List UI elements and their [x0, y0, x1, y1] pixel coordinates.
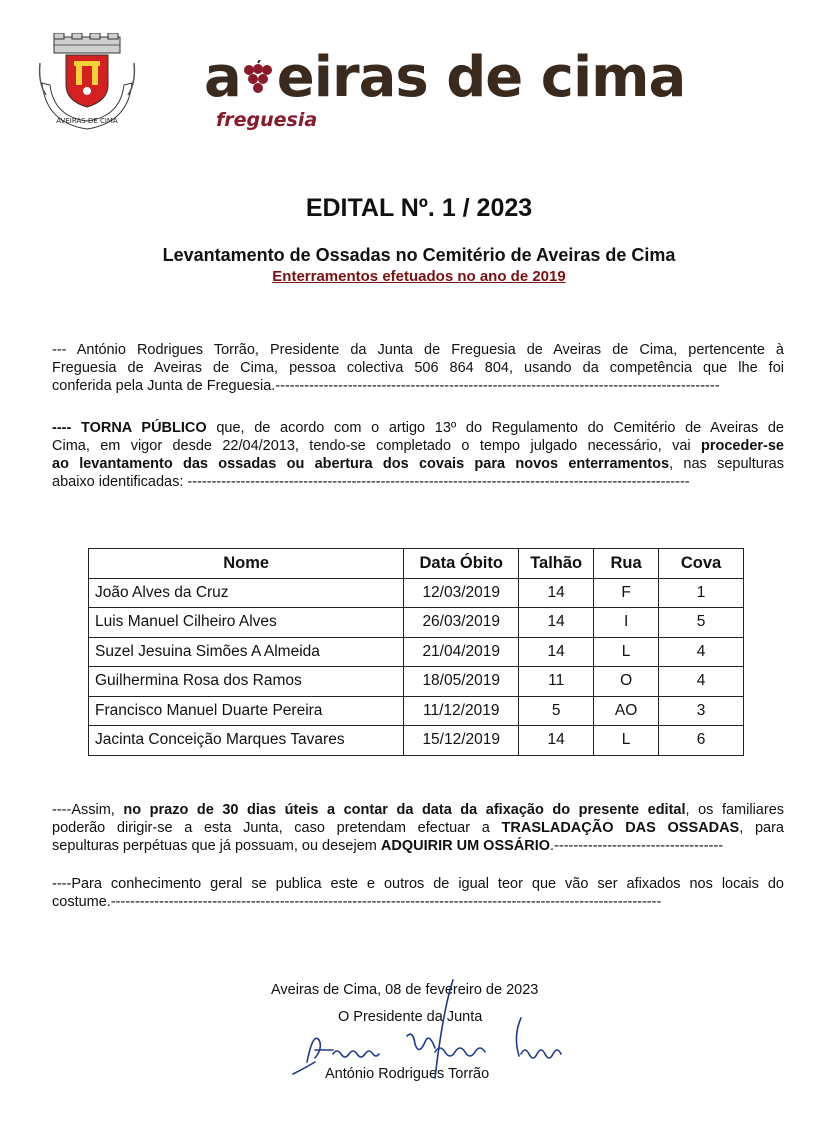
deadline-line-3-text: sepulturas perpétuas que já possuam, ou desejem — [52, 838, 381, 854]
logo-title — [204, 45, 686, 110]
header-data-obito: Data Óbito — [404, 549, 519, 579]
announcement-line-1-rest: que, de acordo com o artigo 13º do Regulamento do Cemitério de Aveiras de — [206, 420, 784, 436]
crest-text: AVEIRAS DE CIMA — [56, 117, 118, 125]
edital-title: EDITAL Nº. 1 / 2023 — [305, 194, 533, 222]
graves-table — [88, 548, 744, 756]
handwritten-signature — [285, 970, 585, 1080]
cell-rua: AO — [594, 696, 659, 726]
signature-name: António Rodrigues Torrão — [325, 1066, 490, 1082]
cell-talhao: 14 — [519, 637, 594, 667]
logo-title-prefix: a — [204, 45, 241, 110]
header-rua: Rua — [594, 549, 659, 579]
cell-nome: Luis Manuel Cilheiro Alves — [89, 608, 404, 638]
cell-data-obito: 12/03/2019 — [404, 578, 519, 608]
cell-cova: 5 — [659, 608, 744, 638]
announcement-line-1 — [52, 419, 784, 437]
cell-data-obito: 11/12/2019 — [404, 696, 519, 726]
deadline-line-2-bold: TRASLADAÇÃO DAS OSSADAS — [501, 820, 740, 836]
table-row — [89, 667, 744, 697]
announcement-line-3-bold: ao levantamento das ossadas ou abertura dos covais para novos enterramentos — [52, 456, 670, 472]
table-row — [89, 578, 744, 608]
cell-rua: O — [594, 667, 659, 697]
cell-talhao: 14 — [519, 726, 594, 756]
cell-talhao: 5 — [519, 696, 594, 726]
intro-paragraph — [52, 341, 784, 395]
table-header-row — [89, 549, 744, 579]
mural-crown-icon — [54, 33, 120, 53]
deadline-line-2-text: poderão dirigir-se a esta Junta, caso pretendam efectuar a — [52, 820, 502, 836]
table-row — [89, 726, 744, 756]
signature-role: O Presidente da Junta — [338, 1009, 483, 1025]
cell-nome: Guilhermina Rosa dos Ramos — [89, 667, 404, 697]
announcement-line-4: abaixo identificadas: -------------------------------------------------------------------------------------------------------- — [52, 474, 690, 490]
cell-cova: 3 — [659, 696, 744, 726]
deadline-line-3-bold: ADQUIRIR UM OSSÁRIO — [380, 838, 551, 854]
announcement-line-3-rest: , nas sepulturas — [669, 456, 784, 472]
announcement-line-2-text: Cima, em vigor desde 22/04/2013, tendo-se completado o tempo julgado necessário, vai — [52, 438, 701, 454]
announcement-line-2 — [52, 437, 784, 455]
cell-talhao: 14 — [519, 578, 594, 608]
table-row — [89, 696, 744, 726]
parish-crest-logo — [36, 33, 138, 131]
announcement-line-2-bold: proceder-se — [700, 438, 784, 454]
deadline-line-2 — [52, 819, 784, 837]
cell-talhao: 11 — [519, 667, 594, 697]
publication-line-1: ----Para conhecimento geral se publica este e outros de igual teor que vão ser afixados nos locais do — [52, 876, 784, 892]
cell-rua: L — [594, 637, 659, 667]
cell-nome: Francisco Manuel Duarte Pereira — [89, 696, 404, 726]
deadline-line-1-rest: , os familiares — [685, 802, 784, 818]
cell-nome: Jacinta Conceição Marques Tavares — [89, 726, 404, 756]
deadline-line-1 — [52, 801, 784, 819]
deadline-line-3-rest: .----------------------------------- — [550, 838, 724, 854]
cell-data-obito: 15/12/2019 — [404, 726, 519, 756]
logo-title-rest: eiras de cima — [276, 45, 686, 110]
deadline-line-2-rest: , para — [739, 820, 784, 836]
header-nome: Nome — [89, 549, 404, 579]
header-talhao: Talhão — [519, 549, 594, 579]
cell-talhao: 14 — [519, 608, 594, 638]
edital-subtitle-year: Enterramentos efetuados no ano de 2019 — [272, 268, 566, 285]
intro-line-1: --- António Rodrigues Torrão, Presidente da Junta de Freguesia de Aveiras de Cima, pertencente à — [52, 342, 784, 358]
cell-data-obito: 26/03/2019 — [404, 608, 519, 638]
cell-nome: Suzel Jesuina Simões A Almeida — [89, 637, 404, 667]
table-row — [89, 637, 744, 667]
cell-data-obito: 21/04/2019 — [404, 637, 519, 667]
publication-paragraph — [52, 875, 784, 911]
deadline-paragraph — [52, 801, 784, 855]
cell-cova: 1 — [659, 578, 744, 608]
deadline-line-1-bold: no prazo de 30 dias úteis a contar da data da afixação do presente edital — [123, 802, 686, 818]
torna-publico-text: ---- TORNA PÚBLICO — [52, 420, 207, 436]
deadline-line-1-text: ----Assim, — [52, 802, 124, 818]
logo-subtitle: freguesia — [216, 109, 318, 131]
intro-line-2: Freguesia de Aveiras de Cima, pessoa colectiva 506 864 804, usando da competência que lhe foi — [52, 360, 784, 376]
header-cova: Cova — [659, 549, 744, 579]
signature-place-date: Aveiras de Cima, 08 de fevereiro de 2023 — [271, 982, 539, 998]
cell-cova: 4 — [659, 637, 744, 667]
cell-rua: L — [594, 726, 659, 756]
cell-cova: 6 — [659, 726, 744, 756]
announcement-paragraph — [52, 419, 784, 491]
grape-icon — [241, 60, 275, 100]
deadline-line-3 — [52, 837, 784, 855]
cell-nome: João Alves da Cruz — [89, 578, 404, 608]
table-row — [89, 608, 744, 638]
announcement-line-3 — [52, 455, 784, 473]
intro-line-3: conferida pela Junta de Freguesia.-------------------------------------------------------------------------------------------- — [52, 378, 720, 394]
edital-subtitle: Levantamento de Ossadas no Cemitério de Aveiras de Cima — [162, 245, 676, 265]
cell-cova: 4 — [659, 667, 744, 697]
cell-rua: I — [594, 608, 659, 638]
publication-line-2: costume.------------------------------------------------------------------------------------------------------------------ — [52, 894, 662, 910]
cell-data-obito: 18/05/2019 — [404, 667, 519, 697]
cell-rua: F — [594, 578, 659, 608]
